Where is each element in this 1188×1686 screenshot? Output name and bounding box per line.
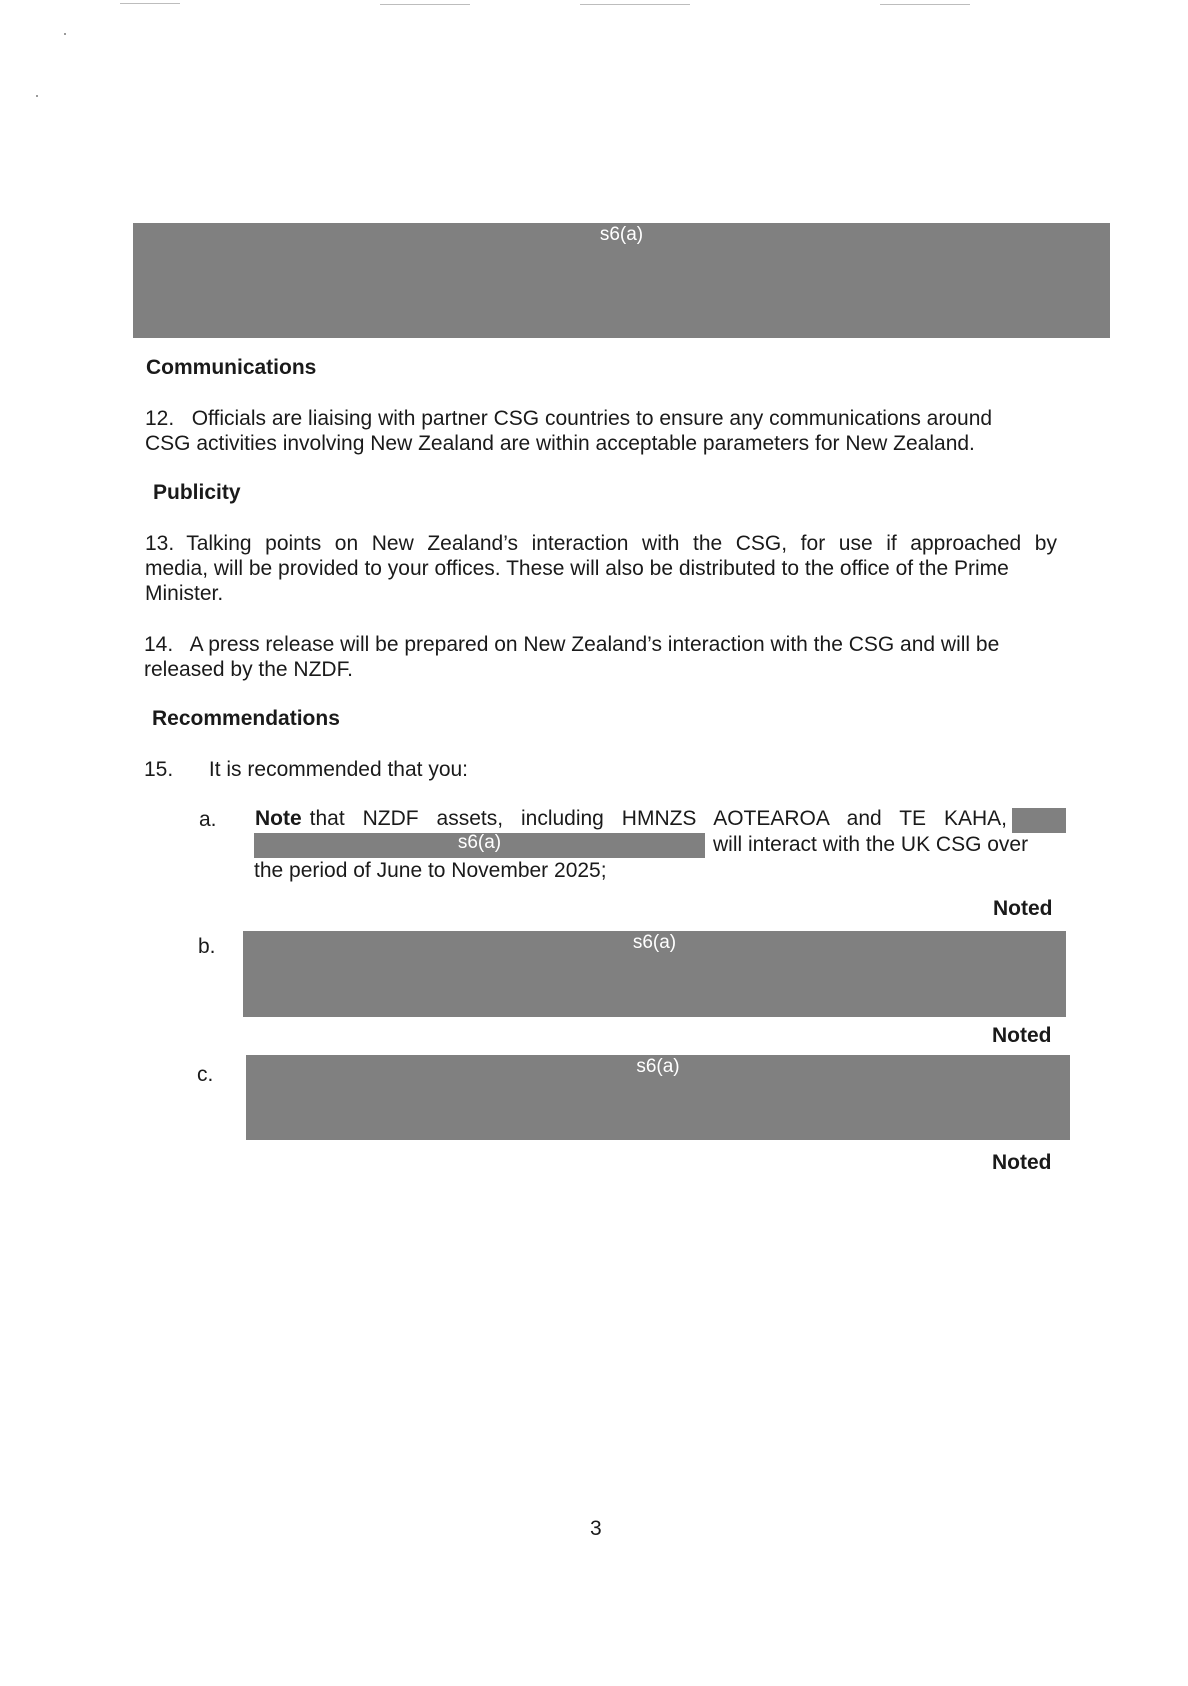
paragraph-text: It is recommended that you: [208, 758, 469, 781]
paragraph-12-line-2: CSG activities involving New Zealand are within acceptable parameters for New Zealand. [145, 432, 975, 455]
paragraph-12 [145, 406, 1057, 456]
scan-artifact [380, 4, 470, 5]
item-a-text-continued: will interact with the UK CSG over [713, 833, 1029, 856]
redaction-code: s6(a) [632, 932, 677, 953]
paragraph-15 [144, 757, 468, 782]
section-heading-recommendations: Recommendations [152, 707, 340, 730]
redaction-block-item-c [246, 1055, 1070, 1140]
section-heading-publicity: Publicity [153, 481, 241, 504]
paragraph-number: 15. [144, 758, 174, 781]
noted-response-a: Noted [993, 897, 1053, 920]
paragraph-number: 12. [145, 407, 175, 430]
item-a-text: that NZDF assets, including HMNZS AOTEAROA and TE KAHA, [309, 807, 1007, 830]
item-c-letter: c. [197, 1063, 214, 1086]
redaction-code: s6(a) [457, 832, 502, 853]
paragraph-14-line-2: released by the NZDF. [144, 658, 353, 681]
section-heading-communications: Communications [146, 356, 317, 379]
paragraph-13-line-3: Minister. [145, 582, 224, 605]
redaction-block-item-b [243, 931, 1066, 1017]
noted-response-c: Noted [992, 1151, 1052, 1174]
redaction-inline [254, 833, 705, 858]
paragraph-text: Officials are liaising with partner CSG countries to ensure any communications around [191, 407, 993, 430]
item-a-line-1 [255, 806, 1065, 831]
redaction-inline-small [1012, 808, 1066, 833]
item-a-letter: a. [199, 808, 217, 831]
paragraph-13-line-2: media, will be provided to your offices. These will also be distributed to the office of the Prime [145, 557, 1009, 580]
scan-artifact [120, 3, 180, 4]
paragraph-number: 14. [144, 633, 174, 656]
item-a-line-3: the period of June to November 2025; [254, 859, 607, 882]
redaction-code: s6(a) [599, 224, 644, 245]
note-keyword: Note [255, 807, 302, 830]
redaction-block-top [133, 223, 1110, 338]
paragraph-14-line-1 [144, 632, 1057, 657]
paragraph-14 [144, 632, 1057, 682]
paragraph-13-line-1 [145, 531, 1057, 556]
item-a-line-2 [713, 832, 1057, 857]
paragraph-13 [145, 531, 1057, 606]
paragraph-text: Talking points on New Zealand’s interaction with the CSG, for use if approached by [186, 532, 1057, 555]
page-number: 3 [590, 1517, 602, 1540]
redaction-code: s6(a) [636, 1056, 680, 1077]
scan-artifact [880, 4, 970, 5]
paragraph-12-line-1 [145, 406, 1057, 431]
item-b-letter: b. [198, 935, 216, 958]
scan-artifact [580, 4, 690, 5]
scan-speck [36, 95, 38, 97]
paragraph-text: A press release will be prepared on New Zealand’s interaction with the CSG and will be [189, 633, 1000, 656]
noted-response-b: Noted [992, 1024, 1052, 1047]
scan-speck [64, 33, 66, 35]
paragraph-number: 13. [145, 532, 175, 555]
